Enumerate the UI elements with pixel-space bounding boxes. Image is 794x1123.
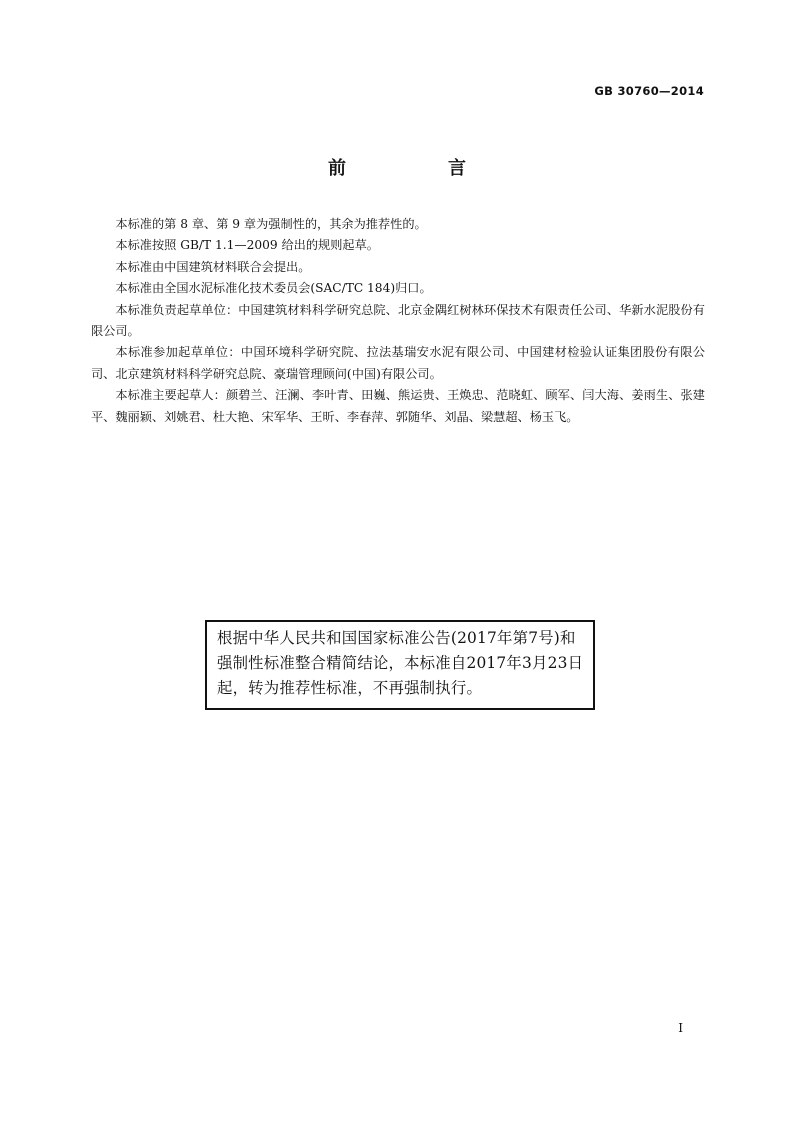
page-number: I <box>678 1021 683 1035</box>
paragraph: 本标准的第 8 章、第 9 章为强制性的，其余为推荐性的。 <box>115 217 427 231</box>
paragraph: 本标准主要起草人：颜碧兰、汪澜、李叶青、田巍、熊运贵、王焕忠、范晓虹、顾军、闫大海、姜雨生、张建平、魏丽颖、刘姚君、杜大艳、宋军华、王昕、李春萍、郭随华、刘晶、梁慧超、杨玉飞。 <box>91 388 705 424</box>
paragraph: 本标准负责起草单位：中国建筑材料科学研究总院、北京金隅红树林环保技术有限责任公司、华新水泥股份有限公司。 <box>91 302 705 339</box>
section-title: 前 言 <box>328 158 508 179</box>
paragraph: 本标准按照 GB/T 1.1—2009 给出的规则起草。 <box>115 238 379 253</box>
paragraph: 本标准参加起草单位：中国环境科学研究院、拉法基瑞安水泥有限公司、中国建材检验认证集团股份有限公司、北京建筑材料科学研究总院、豪瑞管理顾问(中国)有限公司。 <box>91 345 705 381</box>
notice-box: 根据中华人民共和国国家标准公告(2017年第7号)和强制性标准整合精简结论，本标准自2017年3月23日起，转为推荐性标准，不再强制执行。 <box>205 620 595 710</box>
foreword-body <box>91 214 705 428</box>
document-code: GB 30760—2014 <box>594 84 704 98</box>
paragraph: 本标准由中国建筑材料联合会提出。 <box>115 259 311 274</box>
paragraph: 本标准由全国水泥标准化技术委员会(SAC/TC 184)归口。 <box>115 281 432 296</box>
